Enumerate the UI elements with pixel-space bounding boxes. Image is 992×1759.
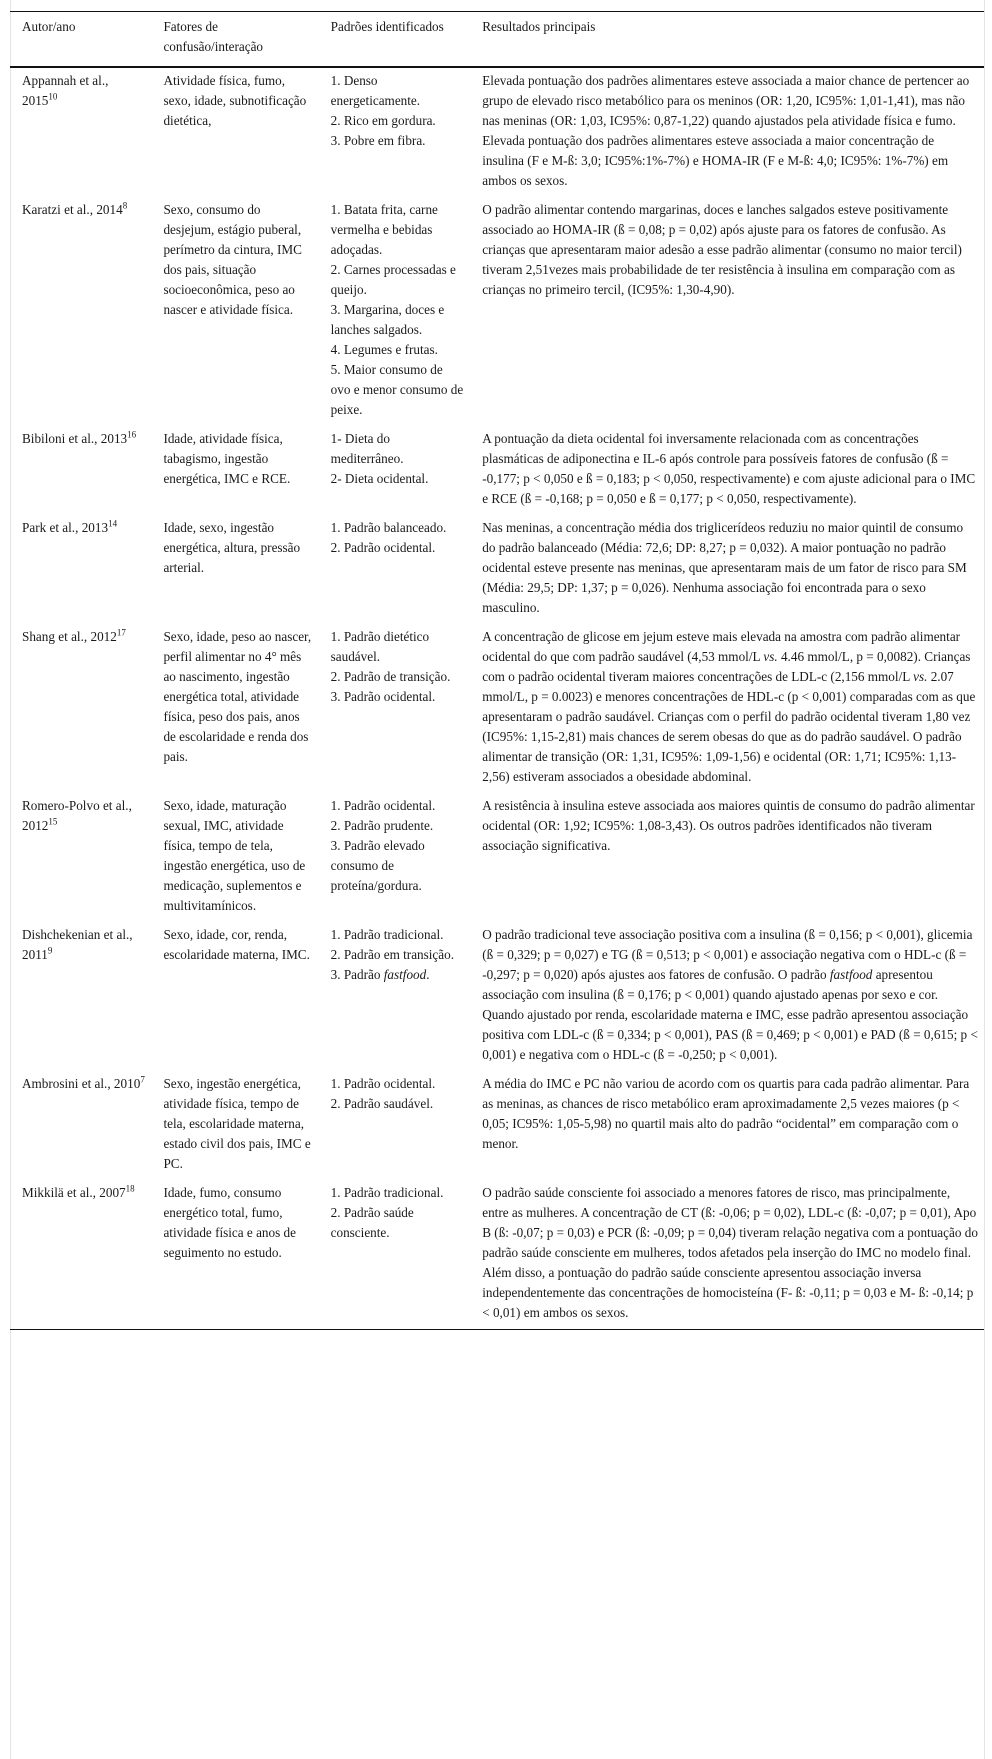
cell-author: Park et al., 2013$^{14}$ [22, 518, 118, 535]
table-row [10, 515, 984, 624]
pattern-item: 2. Padrão de transição. [330, 669, 451, 684]
pattern-item: 2- Dieta ocidental. [330, 471, 429, 486]
cell-results: Nas meninas, a concentração média dos triglicerídeos reduziu no maior quintil de consumo do padrão balanceado (Média: 72,6; DP: 8,27; p = 0,032). A maior pontuação no padrão ocidental esteve presente nas meninas, que apresentaram mais de um fator de risco para SM (Média: 29,5; DP: 1,37; p = 0,026). Nenhuma associação foi encontrada para o sexo masculino. [482, 520, 967, 615]
pattern-item: 3. Pobre em fibra. [330, 133, 426, 148]
pattern-item: 3. Margarina, doces e lanches salgados. [330, 302, 445, 337]
reference-number: 7 [140, 1074, 145, 1085]
cell-results: O padrão tradicional teve associação positiva com a insulina (ß = 0,156; p < 0,001), glicemia (ß = 0,329; p = 0,027) e TG (ß = 0,513; p < 0,001) e associação negativa com o HDL-c (ß = -0,297; p = 0,020) após ajustes aos fatores de confusão. O padrão fastfood apresentou associação com insulina (ß = 0,176; p < 0,001) quando ajustado apenas por sexo e cor. Quando ajustado por renda, escolaridade materna e IMC, esse padrão apresentou associação positiva com LDL-c (ß = 0,334; p < 0,001), PAS (ß = 0,469; p < 0,001) e PAD (ß = 0,615; p < 0,001) e negativa com o HDL-c (ß = -0,250; p < 0,001). [482, 927, 978, 1062]
pattern-item: 2. Padrão saudável. [330, 1096, 434, 1111]
cell-confounders: Idade, fumo, consumo energético total, fumo, atividade física e anos de seguimento no estudo. [163, 1185, 296, 1260]
cell-author: Dishchekenian et al., 2011$^9$ [22, 927, 133, 962]
cell-results: Elevada pontuação dos padrões alimentares esteve associada a maior chance de pertencer ao grupo de elevado risco metabólico para os meninos (OR: 1,20, IC95%: 1,01-1,41), mas não nas meninas (OR: 1,03, IC95%: 0,87-1,22) quando ajustados pela atividade física e fumo. Elevada pontuação dos padrões alimentares esteve associada a maior concentração de insulina (F e M-ß: 3,0; IC95%:1%-7%) e HOMA-IR (F e M-ß: 4,0; IC95%: 1%-7%) em ambos os sexos. [482, 73, 970, 188]
table-row [10, 67, 984, 197]
pattern-item: 1. Padrão ocidental. [330, 1076, 436, 1091]
pattern-item: 3. Padrão fastfood. [330, 967, 430, 982]
reference-number: 16 [127, 429, 137, 440]
pattern-item: 1. Padrão balanceado. [330, 520, 447, 535]
table-row [10, 793, 984, 922]
cell-confounders: Sexo, consumo do desjejum, estágio puberal, perímetro da cintura, IMC dos pais, situação socioeconômica, peso ao nascer e atividade física. [163, 202, 302, 317]
reference-number: 18 [125, 1183, 135, 1194]
pattern-item: 2. Padrão em transição. [330, 947, 455, 962]
table-header-row [10, 12, 984, 68]
cell-patterns [319, 426, 471, 515]
cell-author: Shang et al., 2012$^{17}$ [22, 627, 126, 644]
table-row [10, 624, 984, 793]
cell-author: Bibiloni et al., 2013$^{16}$ [22, 429, 137, 446]
cell-patterns [319, 1071, 471, 1180]
pattern-item: 1. Padrão dietético saudável. [330, 629, 430, 664]
header-confounders: Fatores de confusão/interação [151, 12, 318, 68]
cell-confounders: Idade, atividade física, tabagismo, ingestão energética, IMC e RCE. [163, 431, 291, 486]
cell-confounders: Atividade física, fumo, sexo, idade, subnotificação dietética, [163, 73, 307, 128]
header-author: Autor/ano [10, 12, 151, 68]
pattern-item: 2. Padrão saúde consciente. [330, 1205, 414, 1240]
reference-number: 14 [108, 518, 118, 529]
cell-results: O padrão alimentar contendo margarinas, doces e lanches salgados esteve positivamente associado ao HOMA-IR (ß = 0,08; p = 0,02) após ajuste para os fatores de confusão. As crianças que apresentaram maior adesão a esse padrão alimentar (consumo no maior tercil) tiveram 2,51vezes mais probabilidade de ter resistência à insulina em comparação com as crianças no primeiro tercil, (IC95%: 1,30-4,90). [482, 202, 962, 297]
table-row [10, 426, 984, 515]
pattern-item: 2. Carnes processadas e queijo. [330, 262, 456, 297]
pattern-item: 1. Batata frita, carne vermelha e bebidas adoçadas. [330, 202, 438, 257]
reference-number: 15 [48, 816, 58, 827]
cell-results: A pontuação da dieta ocidental foi inversamente relacionada com as concentrações plasmáticas de adiponectina e IL-6 após controle para possíveis fatores de confusão (ß = -0,177; p < 0,050 e ß = 0,183; p < 0,050, respectivamente) e com ajuste adicional para o IMC e RCE (ß = -0,168; p = 0,050 e ß = 0,177; p < 0,050, respectivamente). [482, 431, 976, 506]
pattern-item: 2. Padrão ocidental. [330, 540, 436, 555]
cell-results: A concentração de glicose em jejum esteve mais elevada na amostra com padrão alimentar ocidental do que com padrão saudável (4,53 mmol/L vs. 4.46 mmol/L, p = 0,0082). Crianças com o padrão ocidental tiveram maiores concentrações de LDL-c (2,156 mmol/L vs. 2.07 mmol/L, p = 0.0023) e menores concentrações de HDL-c (p < 0,001) comparadas com as que apresentaram o padrão saudável. Crianças com o perfil do padrão ocidental tiveram 1,80 vez (IC95%: 1,15-2,81) mais chances de serem obesas do que as do padrão saudável. O padrão alimentar de transição (OR: 1,31, IC95%: 1,09-1,56) e ocidental (OR: 1,71; IC95%: 1,13-2,56) estiveram associados a obesidade abdominal. [482, 629, 976, 784]
pattern-item: 4. Legumes e frutas. [330, 342, 438, 357]
table-row [10, 197, 984, 426]
cell-patterns [319, 1180, 471, 1330]
cell-patterns [319, 67, 471, 197]
cell-author: Ambrosini et al., 2010$^7$ [22, 1074, 145, 1091]
cell-patterns [319, 197, 471, 426]
table-row [10, 1180, 984, 1330]
cell-author: Mikkilä et al., 2007$^{18}$ [22, 1183, 135, 1200]
pattern-item: 1. Padrão tradicional. [330, 927, 444, 942]
cell-results: A resistência à insulina esteve associada aos maiores quintis de consumo do padrão alimentar ocidental (OR: 1,92; IC95%: 1,08-3,43). Os outros padrões identificados não tiveram associação significativa. [482, 798, 975, 853]
studies-table [10, 11, 984, 1330]
cell-patterns [319, 515, 471, 624]
pattern-item: 2. Padrão prudente. [330, 818, 434, 833]
cell-confounders: Sexo, idade, maturação sexual, IMC, atividade física, tempo de tela, ingestão energética, uso de medicação, suplementos e multivitamínicos. [163, 798, 306, 913]
cell-confounders: Idade, sexo, ingestão energética, altura, pressão arterial. [163, 520, 301, 575]
pattern-item: 2. Rico em gordura. [330, 113, 436, 128]
pattern-item: 3. Padrão elevado consumo de proteína/gordura. [330, 838, 425, 893]
cell-author: Karatzi et al., 2014$^8$ [22, 200, 128, 217]
cell-confounders: Sexo, ingestão energética, atividade física, tempo de tela, escolaridade materna, estado civil dos pais, IMC e PC. [163, 1076, 311, 1171]
pattern-item: 1. Denso energeticamente. [330, 73, 421, 108]
header-patterns: Padrões identificados [319, 12, 471, 68]
cell-patterns [319, 793, 471, 922]
reference-number: 17 [116, 627, 126, 638]
cell-author: Appannah et al., 2015$^{10}$ [22, 73, 109, 108]
cell-confounders: Sexo, idade, peso ao nascer, perfil alimentar no 4° mês ao nascimento, ingestão energética total, atividade física, peso dos pais, anos de escolaridade e renda dos pais. [163, 629, 312, 764]
cell-patterns [319, 922, 471, 1071]
cell-confounders: Sexo, idade, cor, renda, escolaridade materna, IMC. [163, 927, 310, 962]
pattern-item: 1- Dieta do mediterrâneo. [330, 431, 404, 466]
reference-number: 9 [47, 945, 53, 956]
cell-results: A média do IMC e PC não variou de acordo com os quartis para cada padrão alimentar. Para as meninas, as chances de risco metabólico eram aproximadamente 2,5 vezes maiores (p < 0,05; IC95%: 1,05-5,98) no quartil mais alto do padrão “ocidental” em comparação com o menor. [482, 1076, 970, 1151]
pattern-item: 1. Padrão tradicional. [330, 1185, 444, 1200]
reference-number: 10 [48, 91, 58, 102]
pattern-item: 5. Maior consumo de ovo e menor consumo de peixe. [330, 362, 464, 417]
table-row [10, 922, 984, 1071]
pattern-item: 1. Padrão ocidental. [330, 798, 436, 813]
reference-number: 8 [122, 200, 128, 211]
cell-patterns [319, 624, 471, 793]
pattern-item: 3. Padrão ocidental. [330, 689, 436, 704]
cell-author: Romero-Polvo et al., 2012$^{15}$ [22, 798, 132, 833]
cell-results: O padrão saúde consciente foi associado a menores fatores de risco, mas principalmente, entre as mulheres. A concentração de CT (ß: -0,06; p = 0,02), LDL-c (ß: -0,07; p = 0,01), Apo B (ß: -0,07; p = 0,03) e PCR (ß: -0,09; p = 0,04) tiveram relação negativa com a pontuação do padrão saúde consciente em mulheres, todos afetados pela inserção do IMC no modelo final. Além disso, a pontuação do padrão saúde consciente apresentou associação inversa independentemente das concentrações de homocisteína (F- ß: -0,11; p = 0,03 e M- ß: -0,14; p < 0,01) em ambos os sexos. [482, 1185, 978, 1320]
table-row [10, 1071, 984, 1180]
header-results: Resultados principais [470, 12, 984, 68]
